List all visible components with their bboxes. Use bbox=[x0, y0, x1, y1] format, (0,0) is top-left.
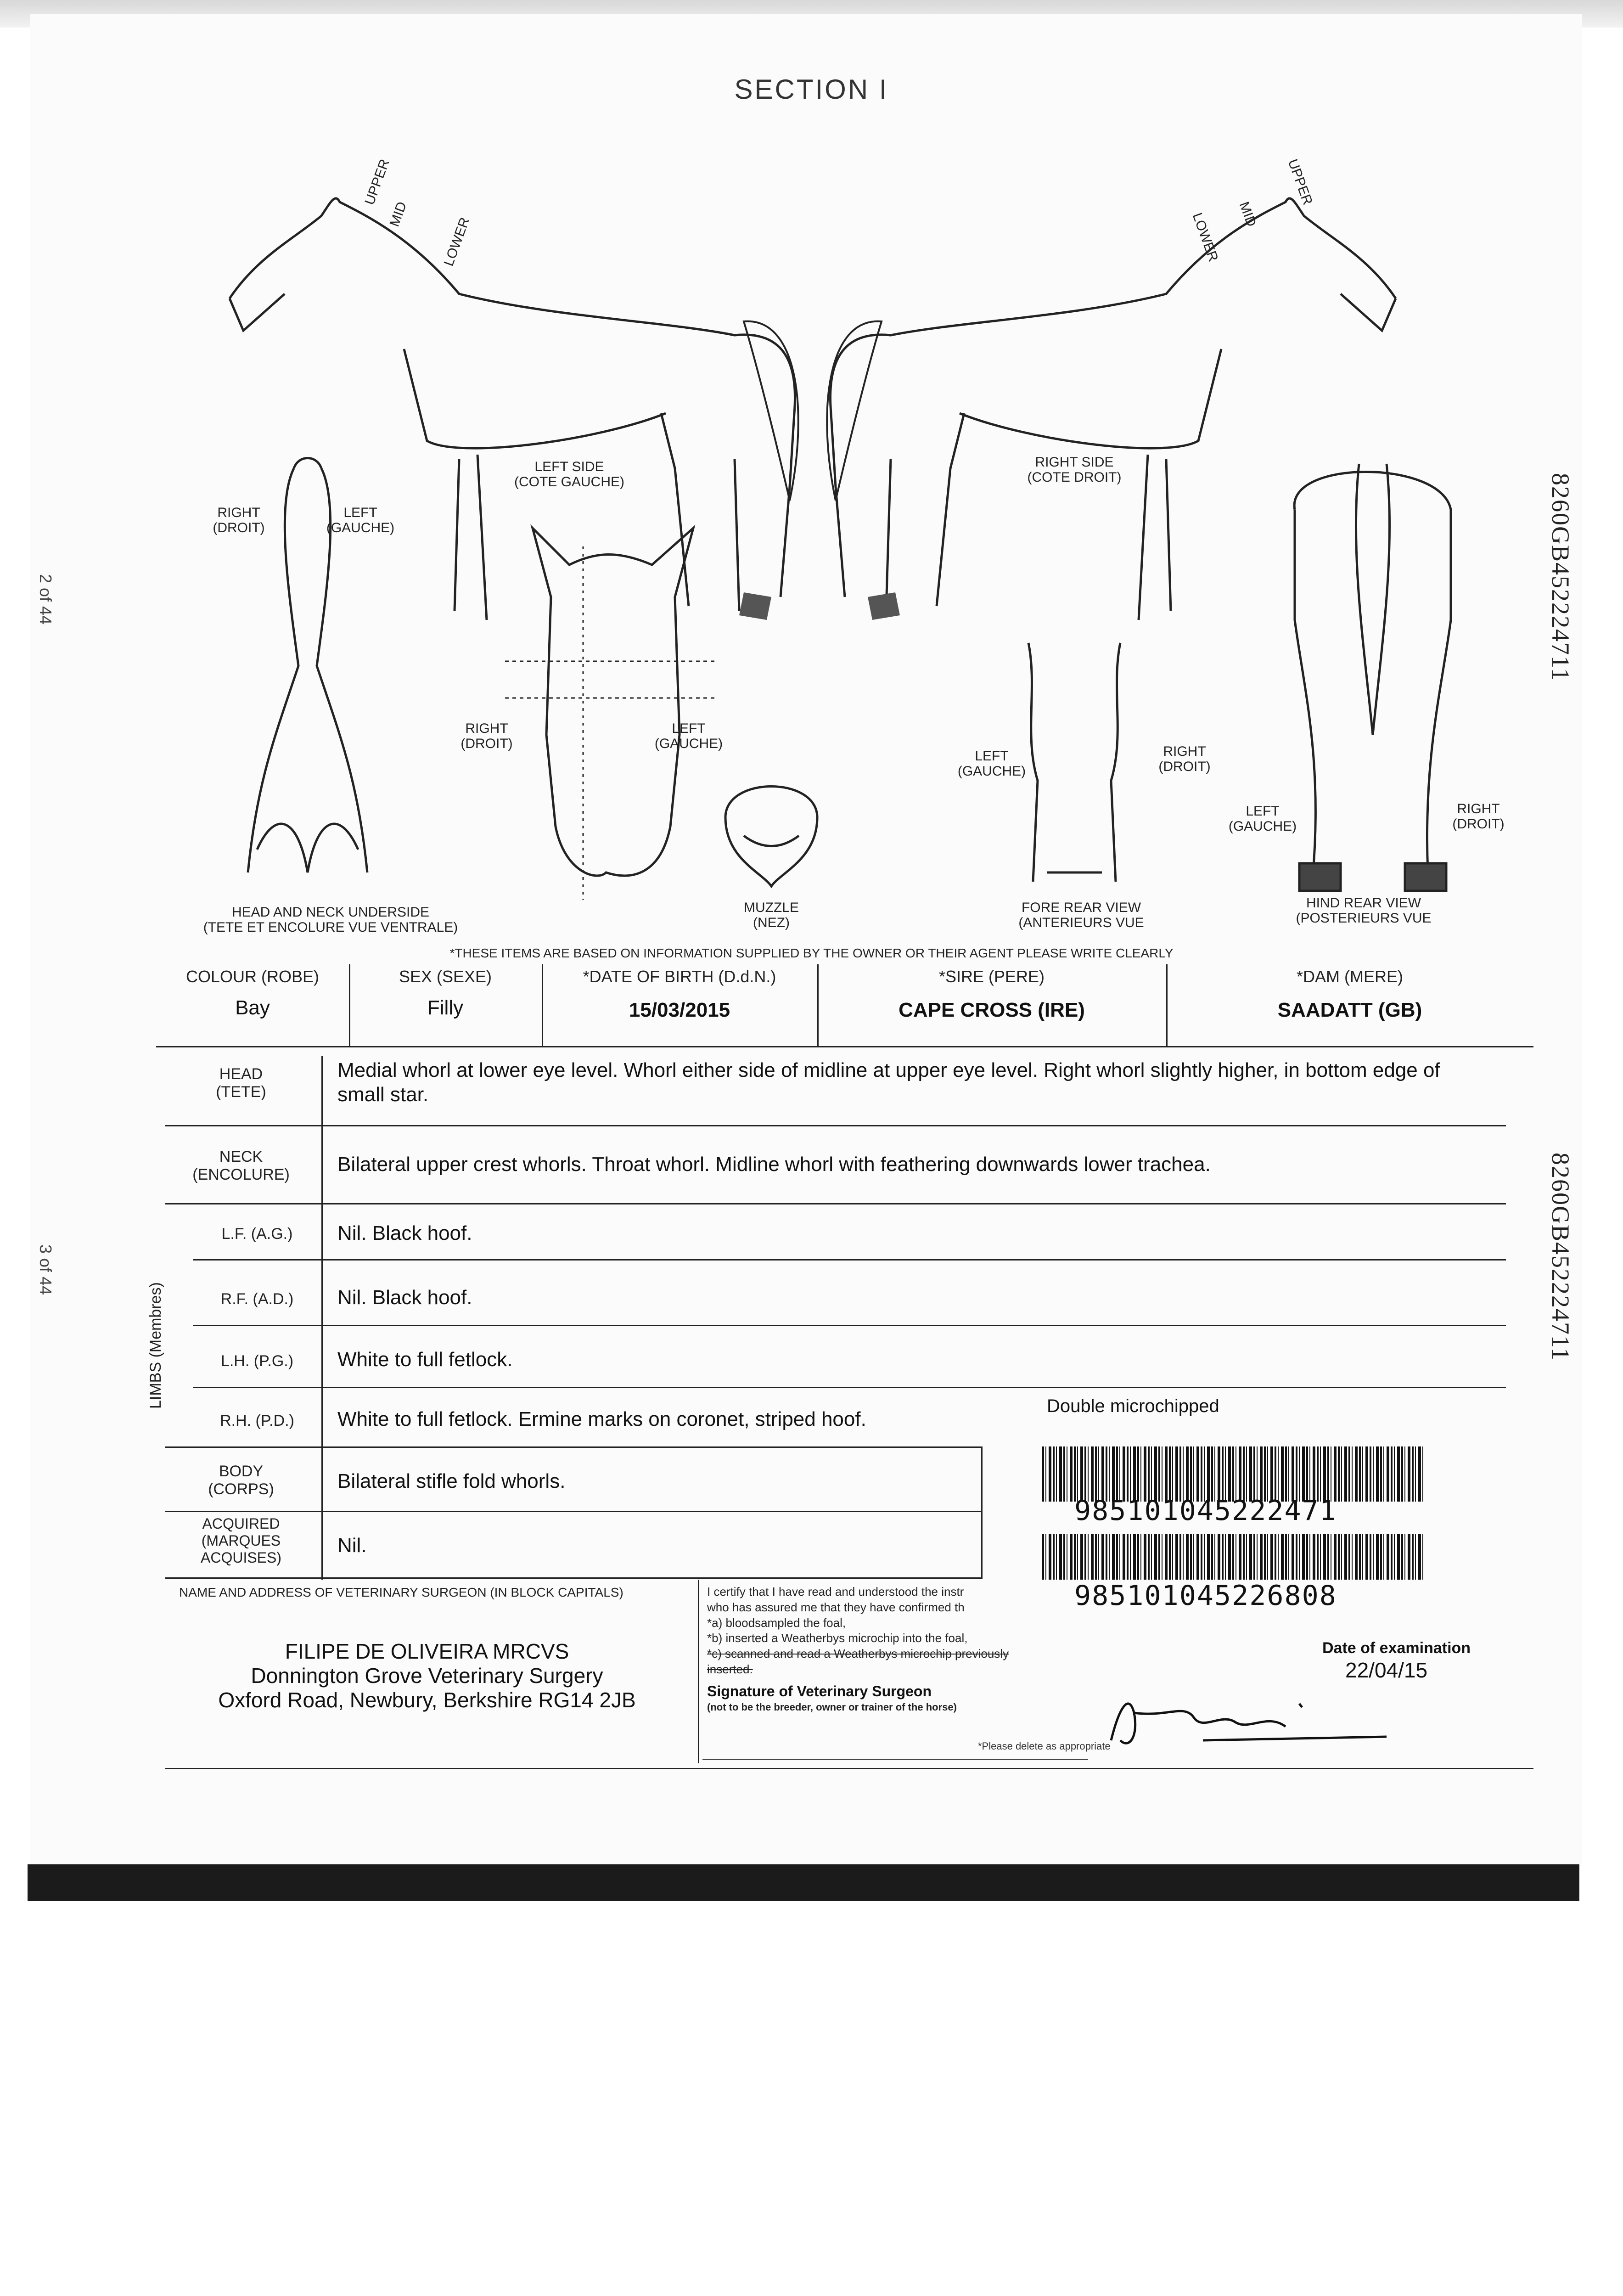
rf-row-label: R.F. (A.D.) bbox=[220, 1290, 294, 1308]
fore-left-label: LEFT (GAUCHE) bbox=[957, 748, 1026, 779]
face-right-label: RIGHT (DROIT) bbox=[461, 721, 513, 751]
date-of-birth-header: *DATE OF BIRTH (D.d.N.) bbox=[583, 967, 776, 986]
neck-upper-label-right: UPPER bbox=[1285, 157, 1315, 207]
row-rule bbox=[165, 1511, 983, 1512]
signature-sublabel: (not to be the breeder, owner or trainer of the horse) bbox=[707, 1701, 957, 1713]
limbs-group-label: LIMBS (Membres) bbox=[147, 1282, 164, 1409]
vet-address: Oxford Road, Newbury, Berkshire RG14 2JB bbox=[218, 1688, 636, 1712]
owner-information-note: *THESE ITEMS ARE BASED ON INFORMATION SUPPLIED BY THE OWNER OR THEIR AGENT PLEASE WRITE CLEARLY bbox=[449, 946, 1174, 960]
vet-signature bbox=[1102, 1685, 1396, 1754]
colour-header: COLOUR (ROBE) bbox=[185, 967, 320, 986]
certification-line: *c) scanned and read a Weatherbys microchip previously inserted. bbox=[707, 1647, 1009, 1676]
right-side-caption: RIGHT SIDE (COTE DROIT) bbox=[1027, 455, 1122, 485]
row-rule bbox=[165, 1203, 1506, 1204]
side-code-lower: 8260GB452224711 bbox=[1547, 1153, 1574, 1362]
lh-row-text: White to full fetlock. bbox=[337, 1348, 513, 1371]
dam-header: *DAM (MERE) bbox=[1297, 967, 1403, 986]
row-rule bbox=[165, 1577, 983, 1579]
examination-date-label: Date of examination bbox=[1322, 1639, 1471, 1657]
microchip-barcode-2 bbox=[1042, 1534, 1423, 1580]
sex-value: Filly bbox=[427, 996, 464, 1019]
vet-heading: NAME AND ADDRESS OF VETERINARY SURGEON (IN BLOCK CAPITALS) bbox=[179, 1585, 623, 1599]
right-side-horse-outline bbox=[827, 198, 1396, 620]
microchip-title: Double microchipped bbox=[1047, 1396, 1219, 1416]
sire-header: *SIRE (PERE) bbox=[938, 967, 1045, 986]
neck-upper-label-left: UPPER bbox=[362, 157, 393, 207]
acquired-row-text: Nil. bbox=[337, 1534, 367, 1557]
neck-lower-label-right: LOWER bbox=[1189, 211, 1221, 264]
certification-line: I certify that I have read and understood the instr bbox=[707, 1585, 964, 1598]
underside-caption: HEAD AND NECK UNDERSIDE (TETE ET ENCOLURE VUE VENTRALE) bbox=[203, 905, 458, 935]
page-number-upper: 2 of 44 bbox=[36, 574, 55, 625]
lf-row-text: Nil. Black hoof. bbox=[337, 1222, 472, 1244]
examination-date: 22/04/15 bbox=[1345, 1658, 1428, 1682]
certification-text bbox=[707, 1584, 1038, 1677]
underside-right-label: RIGHT (DROIT) bbox=[213, 505, 265, 535]
identity-bottom-rule bbox=[156, 1046, 1533, 1047]
hoof-markings bbox=[739, 592, 900, 620]
body-row-text: Bilateral stifle fold whorls. bbox=[337, 1470, 566, 1492]
left-side-horse-outline bbox=[230, 198, 798, 620]
certification-line: who has assured me that they have confirmed th bbox=[707, 1600, 965, 1614]
side-code-upper: 8260GB452224711 bbox=[1547, 473, 1574, 682]
acquired-row-label: ACQUIRED (MARQUES ACQUISES) bbox=[200, 1515, 282, 1566]
row-rule bbox=[193, 1325, 1506, 1326]
neck-lower-label-left: LOWER bbox=[441, 215, 473, 268]
sire-value: CAPE CROSS (IRE) bbox=[899, 999, 1085, 1021]
head-row-label: HEAD (TETE) bbox=[216, 1065, 266, 1101]
certification-line: *b) inserted a Weatherbys microchip into the foal, bbox=[707, 1631, 968, 1645]
fore-right-label: RIGHT (DROIT) bbox=[1158, 744, 1211, 774]
vet-name: FILIPE DE OLIVEIRA MRCVS bbox=[285, 1639, 569, 1663]
face-left-label: LEFT (GAUCHE) bbox=[654, 721, 723, 751]
vet-column-divider bbox=[698, 1580, 699, 1763]
neck-row-label: NECK (ENCOLURE) bbox=[192, 1148, 290, 1184]
vet-practice: Donnington Grove Veterinary Surgery bbox=[251, 1663, 603, 1688]
face-front-outline bbox=[505, 528, 716, 900]
muzzle-caption: MUZZLE (NEZ) bbox=[744, 900, 799, 930]
microchip-code-2: 985101045226808 bbox=[1074, 1580, 1337, 1612]
section-title: SECTION I bbox=[734, 74, 889, 105]
muzzle-outline bbox=[725, 787, 817, 887]
page-number-lower: 3 of 44 bbox=[36, 1244, 55, 1295]
hind-rear-view-outline bbox=[1294, 464, 1451, 891]
sex-header: SEX (SEXE) bbox=[399, 967, 492, 986]
signature-label: Signature of Veterinary Surgeon bbox=[707, 1683, 932, 1699]
neck-mid-label-left: MID bbox=[387, 200, 410, 229]
left-side-caption: LEFT SIDE (COTE GAUCHE) bbox=[514, 459, 624, 490]
row-rule bbox=[165, 1446, 983, 1448]
certification-line: *a) bloodsampled the foal, bbox=[707, 1615, 846, 1630]
hind-left-label: LEFT (GAUCHE) bbox=[1228, 804, 1297, 834]
identity-table bbox=[156, 964, 1533, 1047]
horse-marking-diagram bbox=[0, 0, 1623, 946]
head-row-text: Medial whorl at lower eye level. Whorl either side of midline at upper eye level. Right whorl slightly higher, in bottom edge of small star. bbox=[337, 1059, 1440, 1106]
neck-mid-label-right: MID bbox=[1236, 200, 1259, 229]
underside-left-label: LEFT (GAUCHE) bbox=[326, 505, 395, 535]
rh-row-text: White to full fetlock. Ermine marks on coronet, striped hoof. bbox=[337, 1408, 866, 1430]
neck-row-text: Bilateral upper crest whorls. Throat whorl. Midline whorl with feathering downwards lower trachea. bbox=[337, 1153, 1211, 1176]
row-rule bbox=[165, 1125, 1506, 1126]
dam-value: SAADATT (GB) bbox=[1277, 999, 1422, 1021]
row-rule bbox=[193, 1387, 1506, 1388]
acquired-box-edge bbox=[981, 1446, 983, 1579]
rh-row-label: R.H. (P.D.) bbox=[220, 1412, 294, 1429]
form-bottom-rule bbox=[165, 1768, 1533, 1769]
date-of-birth-value: 15/03/2015 bbox=[629, 999, 730, 1021]
hind-right-label: RIGHT (DROIT) bbox=[1452, 801, 1505, 832]
fore-rear-caption: FORE REAR VIEW (ANTERIEURS VUE bbox=[1018, 900, 1144, 930]
fore-rear-view-outline bbox=[1028, 643, 1120, 882]
body-row-label: BODY (CORPS) bbox=[208, 1463, 274, 1498]
markings-label-divider bbox=[321, 1056, 323, 1580]
rf-row-text: Nil. Black hoof. bbox=[337, 1286, 472, 1309]
lh-row-label: L.H. (P.G.) bbox=[220, 1352, 294, 1370]
colour-value: Bay bbox=[235, 996, 270, 1019]
microchip-code-1: 985101045222471 bbox=[1074, 1495, 1337, 1527]
lf-row-label: L.F. (A.G.) bbox=[221, 1225, 293, 1243]
signature-line bbox=[702, 1759, 1088, 1760]
hind-rear-caption: HIND REAR VIEW (POSTERIEURS VUE bbox=[1296, 895, 1432, 926]
vet-details bbox=[184, 1639, 670, 1712]
microchip-barcode-1 bbox=[1042, 1446, 1423, 1502]
delete-note: *Please delete as appropriate bbox=[978, 1740, 1111, 1752]
scan-dark-band bbox=[28, 1864, 1579, 1901]
row-rule bbox=[193, 1259, 1506, 1261]
